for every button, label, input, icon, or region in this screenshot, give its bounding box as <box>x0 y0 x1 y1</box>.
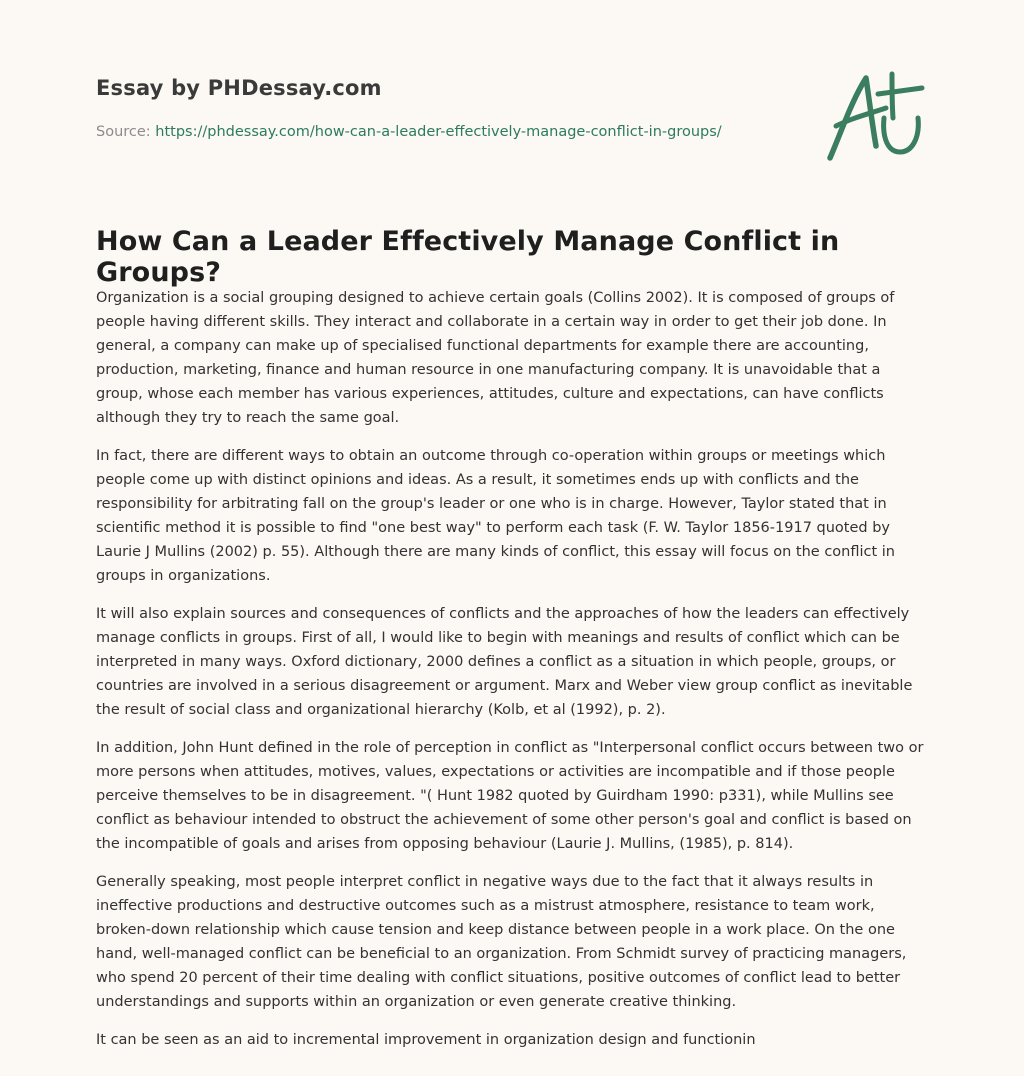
source-line <box>96 124 722 140</box>
source-label: Source: <box>96 124 151 140</box>
essay-paragraph: It can be seen as an aid to incremental improvement in organization design and functionin <box>96 1032 756 1048</box>
source-link[interactable]: https://phdessay.com/how-can-a-leader-effectively-manage-conflict-in-groups/ <box>155 124 722 140</box>
site-title: Essay by PHDessay.com <box>96 76 382 100</box>
essay-paragraph: Generally speaking, most people interpret conflict in negative ways due to the fact that it always results in ineffective productions and destructive outcomes such as a mistrust atmosphere, resistance to team work, broken-down relationship which cause tension and keep distance between people in a work place. On the one hand, well-managed conflict can be beneficial to an organization. From Schmidt survey of practicing managers, who spend 20 percent of their time dealing with conflict situations, positive outcomes of conflict lead to better understandings and supports within an organization or even generate creative thinking. <box>96 874 907 1010</box>
essay-body <box>96 286 931 1066</box>
essay-paragraph: In fact, there are different ways to obtain an outcome through co-operation within groups or meetings which people come up with distinct opinions and ideas. As a result, it sometimes ends up with conflicts and the responsibility for arbitrating fall on the group's leader or one who is in charge. However, Taylor stated that in scientific method it is possible to find "one best way" to perform each task (F. W. Taylor 1856-1917 quoted by Laurie J Mullins (2002) p. 55). Although there are many kinds of conflict, this essay will focus on the conflict in groups in organizations. <box>96 448 896 584</box>
essay-title: How Can a Leader Effectively Manage Conflict in Groups? <box>96 226 840 288</box>
a-plus-logo-icon <box>822 68 926 164</box>
essay-paragraph: Organization is a social grouping designed to achieve certain goals (Collins 2002). It is composed of groups of people having different skills. They interact and collaborate in a certain way in order to get their job done. In general, a company can make up of specialised functional departments for example there are accounting, production, marketing, finance and human resource in one manufacturing company. It is unavoidable that a group, whose each member has various experiences, attitudes, culture and expectations, can have conflicts although they try to reach the same goal. <box>96 290 895 426</box>
essay-paragraph: It will also explain sources and consequences of conflicts and the approaches of how the leaders can effectively manage conflicts in groups. First of all, I would like to begin with meanings and results of conflict which can be interpreted in many ways. Oxford dictionary, 2000 defines a conflict as a situation in which people, groups, or countries are involved in a serious disagreement or argument. Marx and Weber view group conflict as inevitable the result of social class and organizational hierarchy (Kolb, et al (1992), p. 2). <box>96 606 913 718</box>
essay-paragraph: In addition, John Hunt defined in the role of perception in conflict as "Interpersonal conflict occurs between two or more persons when attitudes, motives, values, expectations or activities are incompatible and if those people perceive themselves to be in disagreement. "( Hunt 1982 quoted by Guirdham 1990: p331), while Mullins see conflict as behaviour intended to obstruct the achievement of some other person's goal and conflict is based on the incompatible of goals and arises from opposing behaviour (Laurie J. Mullins, (1985), p. 814). <box>96 740 924 852</box>
